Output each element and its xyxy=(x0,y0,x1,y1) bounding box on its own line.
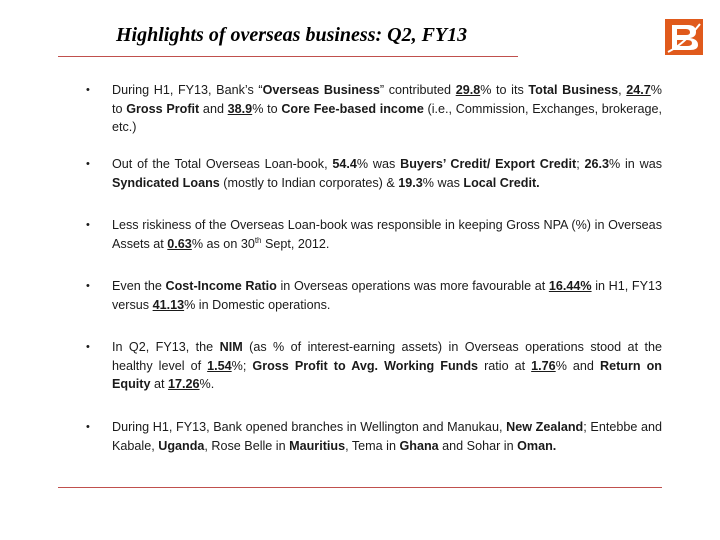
text-run: % to xyxy=(252,101,282,116)
text-run: Core Fee-based income xyxy=(281,101,424,116)
text-run: ; xyxy=(576,157,585,171)
text-run: % in was xyxy=(609,157,663,171)
text-run: 1.76 xyxy=(531,358,556,373)
bullet-text xyxy=(112,279,662,312)
text-run: 54.4 xyxy=(332,157,357,171)
text-run: 19.3 xyxy=(398,175,423,190)
bullet-dot: • xyxy=(86,219,90,231)
bullet-item xyxy=(86,216,662,253)
text-run: , Rose Belle in xyxy=(204,438,290,453)
text-run: Syndicated Loans xyxy=(112,175,220,190)
text-run: % to xyxy=(112,83,662,116)
bullet-text xyxy=(112,218,662,251)
text-run: % was xyxy=(422,175,464,190)
text-run: During H1, FY13, Bank’s “ xyxy=(112,83,263,97)
text-run: 26.3 xyxy=(584,157,610,171)
text-run: Local Credit. xyxy=(463,175,540,190)
bullet-dot: • xyxy=(86,341,90,353)
title-underline xyxy=(58,56,518,57)
text-run: th xyxy=(254,235,262,245)
text-run: 1.54 xyxy=(207,358,232,373)
text-run: 29.8 xyxy=(455,83,481,97)
text-run: Uganda xyxy=(158,438,205,453)
text-run: During H1, FY13, Bank opened branches in Wellington and Manukau, xyxy=(112,420,507,434)
text-run: %. xyxy=(199,377,215,391)
text-run: 38.9 xyxy=(227,101,253,116)
text-run: In Q2, FY13, the xyxy=(112,340,220,354)
text-run: 17.26 xyxy=(168,377,200,391)
bullet-text xyxy=(112,157,662,190)
bullet-dot: • xyxy=(86,280,90,292)
text-run: Out of the Total Overseas Loan-book, xyxy=(112,157,333,171)
text-run: Buyers’ Credit/ Export Credit xyxy=(400,157,577,171)
text-run: Oman. xyxy=(517,438,557,453)
bullet-text xyxy=(112,420,662,453)
page-title: Highlights of overseas business: Q2, FY13 xyxy=(116,24,468,46)
text-run: 16.44% xyxy=(548,279,592,293)
text-run: (mostly to Indian corporates) & xyxy=(219,175,399,190)
text-run: % and xyxy=(555,358,600,373)
text-run: Ghana xyxy=(399,438,439,453)
text-run: % to its xyxy=(480,83,529,97)
text-run: and xyxy=(199,101,228,116)
text-run: 24.7 xyxy=(626,83,651,97)
text-run: % as on 30 xyxy=(191,236,255,251)
text-run: NIM xyxy=(219,340,243,354)
text-run: Total Business xyxy=(528,83,619,97)
text-run: 41.13 xyxy=(152,297,185,312)
bullet-item xyxy=(86,81,662,137)
text-run: in H1, FY13 versus xyxy=(112,279,662,312)
text-run: Gross Profit to Avg. Working Funds xyxy=(252,358,479,373)
text-run: in Overseas operations was more favourable at xyxy=(276,279,549,293)
text-run: (as % of interest-earning assets) in Overseas operations stood at the healthy level of xyxy=(112,340,662,373)
text-run: ” contributed xyxy=(379,83,456,97)
bullet-dot: • xyxy=(86,421,90,433)
text-run: % in Domestic operations. xyxy=(184,297,331,312)
text-run: Return on Equity xyxy=(112,358,662,391)
text-run: and Sohar in xyxy=(438,438,518,453)
text-run: Gross Profit xyxy=(126,101,200,116)
text-run: , Tema in xyxy=(345,438,400,453)
text-run: Sept, 2012. xyxy=(261,236,330,251)
bullet-text xyxy=(112,83,662,134)
text-run: ratio at xyxy=(478,358,532,373)
bullet-dot: • xyxy=(86,158,90,170)
text-run: (i.e., Commission, Exchanges, brokerage, etc.) xyxy=(112,101,662,134)
bullet-item xyxy=(86,418,663,455)
footer-divider xyxy=(58,487,662,488)
text-run: % was xyxy=(356,157,401,171)
bullet-dot: • xyxy=(86,84,90,96)
text-run: Cost-Income Ratio xyxy=(165,279,277,293)
text-run: , xyxy=(618,83,627,97)
text-run: Less riskiness of the Overseas Loan-book was responsible in keeping Gross NPA (%) in Overseas Assets at xyxy=(112,218,662,251)
bullet-item xyxy=(86,155,663,192)
text-run: at xyxy=(150,377,168,391)
text-run: New Zealand xyxy=(506,420,584,434)
text-run: ; Entebbe and Kabale, xyxy=(112,420,663,453)
bullet-text xyxy=(112,340,662,391)
text-run: %; xyxy=(231,358,253,373)
text-run: Overseas Business xyxy=(262,83,380,97)
text-run: Mauritius xyxy=(289,438,346,453)
bank-logo-icon xyxy=(664,18,704,56)
text-run: 0.63 xyxy=(167,236,192,251)
text-run: Even the xyxy=(112,279,166,293)
bullet-item xyxy=(86,338,662,394)
bullet-item xyxy=(86,277,662,314)
